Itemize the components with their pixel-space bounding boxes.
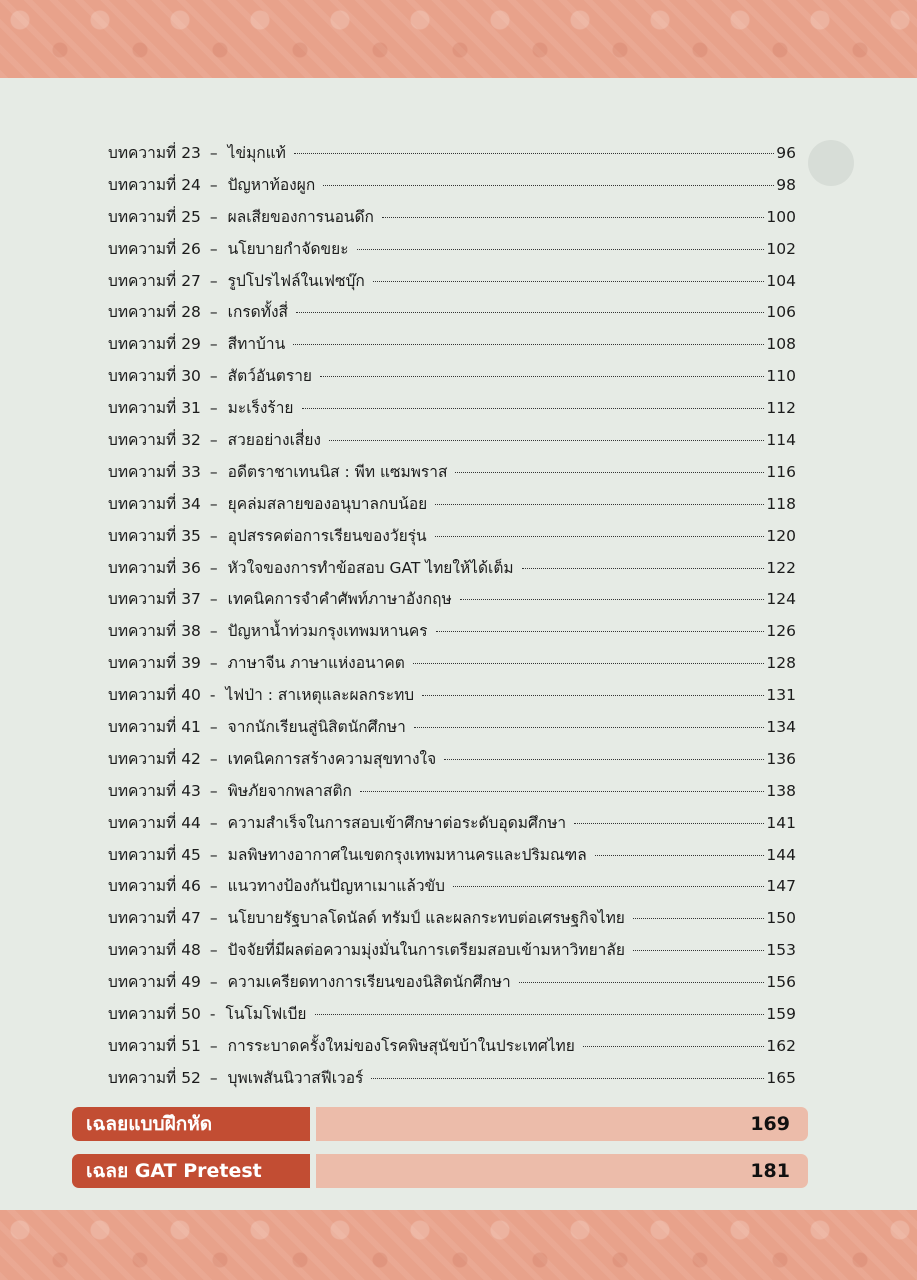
answer-key-gat-pretest-row[interactable] — [72, 1154, 808, 1188]
dot-leader — [583, 1046, 765, 1047]
toc-entry-title: การระบาดครั้งใหม่ของโรคพิษสุนัขบ้าในประเทศไทย — [227, 1036, 575, 1055]
toc-entry-separator: – — [209, 494, 218, 513]
toc-entry-number: บทความที่ 33 — [108, 462, 201, 481]
toc-entry[interactable] — [108, 491, 796, 523]
answer-key-exercises-label: เฉลยแบบฝึกหัด — [72, 1107, 310, 1141]
dot-leader — [302, 408, 765, 409]
toc-entry-separator: – — [209, 718, 218, 737]
toc-entry[interactable] — [108, 236, 796, 268]
toc-entry-separator: – — [209, 590, 218, 609]
dot-leader — [293, 344, 764, 345]
toc-entry[interactable] — [108, 873, 796, 905]
toc-entry[interactable] — [108, 905, 796, 937]
toc-entry-title: ความสำเร็จในการสอบเข้าศึกษาต่อระดับอุดมศึกษา — [227, 813, 567, 832]
toc-entry[interactable] — [108, 969, 796, 1001]
toc-entry-title: รูปโปรไฟล์ในเฟซบุ๊ก — [227, 271, 365, 290]
toc-entry[interactable] — [108, 682, 796, 714]
toc-entry-number: บทความที่ 36 — [108, 558, 201, 577]
dot-leader — [296, 312, 764, 313]
toc-entry-separator: – — [209, 462, 218, 481]
toc-entry-number: บทความที่ 43 — [108, 781, 201, 800]
toc-entry-title: จากนักเรียนสู่นิสิตนักศึกษา — [227, 718, 406, 737]
toc-entry[interactable] — [108, 1033, 796, 1065]
toc-entry-page: 120 — [766, 526, 796, 545]
answer-key-gat-pretest-label: เฉลย GAT Pretest — [72, 1154, 310, 1188]
dot-leader — [435, 504, 764, 505]
toc-entry[interactable] — [108, 714, 796, 746]
toc-entry-title: อดีตราชาเทนนิส : พีท แซมพราส — [227, 462, 448, 481]
toc-entry-number: บทความที่ 29 — [108, 335, 201, 354]
toc-entry-separator: – — [209, 909, 218, 928]
toc-entry-number: บทความที่ 35 — [108, 526, 201, 545]
dot-leader — [574, 823, 764, 824]
toc-entry-page: 128 — [766, 654, 796, 673]
toc-entry-title: เทคนิคการจำคำศัพท์ภาษาอังกฤษ — [227, 590, 452, 609]
toc-entry-title: มะเร็งร้าย — [227, 399, 294, 418]
dot-leader — [519, 982, 765, 983]
toc-entry[interactable] — [108, 778, 796, 810]
toc-entry[interactable] — [108, 810, 796, 842]
toc-entry-title: ผลเสียของการนอนดึก — [227, 207, 374, 226]
dot-leader — [320, 376, 764, 377]
toc-entry[interactable] — [108, 1001, 796, 1033]
toc-entry-title: ภาษาจีน ภาษาแห่งอนาคต — [227, 654, 405, 673]
toc-entry-number: บทความที่ 31 — [108, 399, 201, 418]
dot-leader — [522, 568, 765, 569]
dot-leader — [444, 759, 764, 760]
show-through-circle — [808, 140, 854, 186]
toc-entry-page: 159 — [766, 1005, 796, 1024]
toc-entry-page: 112 — [766, 399, 796, 418]
answer-key-exercises-row[interactable] — [72, 1107, 808, 1141]
toc-entry-title: เกรดทั้งสี่ — [227, 303, 288, 322]
toc-entry-separator: – — [209, 781, 218, 800]
toc-entry[interactable] — [108, 618, 796, 650]
dot-leader — [323, 185, 774, 186]
toc-entry-number: บทความที่ 25 — [108, 207, 201, 226]
toc-entry-page: 102 — [766, 239, 796, 258]
toc-entry-separator: – — [209, 431, 218, 450]
toc-entry-page: 118 — [766, 494, 796, 513]
toc-entry-number: บทความที่ 47 — [108, 909, 201, 928]
dot-leader — [633, 950, 764, 951]
toc-entry-separator: – — [209, 335, 218, 354]
toc-entry-number: บทความที่ 30 — [108, 367, 201, 386]
dot-leader — [460, 599, 765, 600]
toc-entry-title: นโยบายกำจัดขยะ — [227, 239, 349, 258]
toc-entry[interactable] — [108, 555, 796, 587]
toc-entry[interactable] — [108, 204, 796, 236]
toc-entry-page: 100 — [766, 207, 796, 226]
toc-entry-title: ปัญหาน้ำท่วมกรุงเทพมหานคร — [227, 622, 428, 641]
toc-entry-page: 136 — [766, 749, 796, 768]
toc-entry-separator: – — [209, 175, 218, 194]
toc-entry-number: บทความที่ 32 — [108, 431, 201, 450]
toc-entry-title: มลพิษทางอากาศในเขตกรุงเทพมหานครและปริมณฑล — [227, 845, 587, 864]
dot-leader — [455, 472, 764, 473]
toc-entry[interactable] — [108, 1065, 796, 1097]
toc-entry-page: 126 — [766, 622, 796, 641]
toc-entry-separator: – — [209, 813, 218, 832]
toc-entry-number: บทความที่ 28 — [108, 303, 201, 322]
toc-entry[interactable] — [108, 268, 796, 300]
toc-entry-title: สีทาบ้าน — [227, 335, 286, 354]
dot-leader — [453, 886, 764, 887]
toc-entry-number: บทความที่ 34 — [108, 494, 201, 513]
toc-entry-number: บทความที่ 40 — [108, 686, 201, 705]
toc-entry-number: บทความที่ 50 — [108, 1005, 201, 1024]
toc-entry-title: สวยอย่างเสี่ยง — [227, 431, 321, 450]
dot-leader — [414, 727, 765, 728]
toc-entry[interactable] — [108, 427, 796, 459]
toc-entry-page: 131 — [766, 686, 796, 705]
toc-entry[interactable] — [108, 459, 796, 491]
toc-entry[interactable] — [108, 523, 796, 555]
dot-leader — [595, 855, 765, 856]
toc-entry-page: 114 — [766, 431, 796, 450]
toc-entry-separator: – — [209, 367, 218, 386]
toc-entry-page: 122 — [766, 558, 796, 577]
dot-leader — [373, 281, 765, 282]
toc-entry-number: บทความที่ 45 — [108, 845, 201, 864]
toc-entry-separator: – — [209, 526, 218, 545]
toc-entry-page: 106 — [766, 303, 796, 322]
toc-entry-separator: - — [209, 1005, 216, 1024]
toc-entry-title: ปัญหาท้องผูก — [227, 175, 316, 194]
dot-leader — [360, 791, 764, 792]
decorative-bottom-band — [0, 1210, 917, 1280]
toc-entry-separator: – — [209, 271, 218, 290]
dot-leader — [357, 249, 765, 250]
toc-entry-title: เทคนิคการสร้างความสุขทางใจ — [227, 749, 437, 768]
toc-entry[interactable] — [108, 586, 796, 618]
toc-entry-separator: – — [209, 654, 218, 673]
dot-leader — [294, 153, 774, 154]
toc-entry-page: 108 — [766, 335, 796, 354]
toc-entry-number: บทความที่ 37 — [108, 590, 201, 609]
toc-entry[interactable] — [108, 842, 796, 874]
toc-entry-number: บทความที่ 51 — [108, 1036, 201, 1055]
toc-entry-title: ไฟป่า : สาเหตุและผลกระทบ — [225, 686, 415, 705]
toc-entry-page: 124 — [766, 590, 796, 609]
toc-entry[interactable] — [108, 395, 796, 427]
dot-leader — [422, 695, 764, 696]
toc-entry-page: 96 — [776, 144, 796, 162]
toc-entry-title: นโยบายรัฐบาลโดนัลด์ ทรัมป์ และผลกระทบต่อเศรษฐกิจไทย — [227, 909, 625, 928]
toc-entry[interactable] — [108, 140, 796, 172]
toc-entry-title: โนโมโฟเบีย — [225, 1005, 307, 1024]
toc-entry-separator: – — [209, 749, 218, 768]
dot-leader — [436, 631, 765, 632]
toc-entry-page: 147 — [766, 877, 796, 896]
toc-entry-separator: – — [209, 877, 218, 896]
toc-entry-page: 165 — [766, 1068, 796, 1087]
toc-entry-separator: – — [209, 239, 218, 258]
toc-entry-page: 156 — [766, 973, 796, 992]
toc-entry[interactable] — [108, 299, 796, 331]
decorative-top-band — [0, 0, 917, 78]
toc-entry-separator: – — [209, 622, 218, 641]
toc-entry-title: อุปสรรคต่อการเรียนของวัยรุ่น — [227, 526, 427, 545]
toc-entry-page: 141 — [766, 813, 796, 832]
answer-key-gat-pretest-page: 181 — [316, 1154, 808, 1188]
toc-entry-number: บทความที่ 42 — [108, 749, 201, 768]
toc-entry-title: สัตว์อันตราย — [227, 367, 312, 386]
toc-entry-page: 150 — [766, 909, 796, 928]
toc-entry-number: บทความที่ 23 — [108, 144, 201, 162]
toc-entry[interactable] — [108, 172, 796, 204]
toc-entry-separator: – — [209, 973, 218, 992]
toc-entry-separator: – — [209, 144, 218, 162]
toc-entry-number: บทความที่ 38 — [108, 622, 201, 641]
toc-entry-number: บทความที่ 44 — [108, 813, 201, 832]
toc-entry-title: ปัจจัยที่มีผลต่อความมุ่งมั่นในการเตรียมสอบเข้ามหาวิทยาลัย — [227, 941, 625, 960]
toc-entry-separator: – — [209, 845, 218, 864]
dot-leader — [413, 663, 765, 664]
toc-entry-page: 98 — [776, 175, 796, 194]
dot-leader — [382, 217, 764, 218]
toc-entry-separator: - — [209, 686, 216, 705]
toc-entry-page: 134 — [766, 718, 796, 737]
toc-entry[interactable] — [108, 331, 796, 363]
dot-leader — [329, 440, 764, 441]
toc-entry-separator: – — [209, 207, 218, 226]
dot-leader — [435, 536, 765, 537]
toc-entry-number: บทความที่ 39 — [108, 654, 201, 673]
toc-entry-number: บทความที่ 27 — [108, 271, 201, 290]
dot-leader — [371, 1078, 764, 1079]
table-of-contents — [108, 140, 796, 1097]
toc-entry-page: 138 — [766, 781, 796, 800]
toc-entry-separator: – — [209, 1036, 218, 1055]
toc-entry-title: พิษภัยจากพลาสติก — [227, 781, 352, 800]
toc-entry-separator: – — [209, 399, 218, 418]
toc-entry-number: บทความที่ 49 — [108, 973, 201, 992]
toc-entry-page: 110 — [766, 367, 796, 386]
toc-entry-number: บทความที่ 46 — [108, 877, 201, 896]
toc-entry-title: ไข่มุกแท้ — [227, 144, 286, 162]
toc-entry-separator: – — [209, 941, 218, 960]
toc-entry-page: 116 — [766, 462, 796, 481]
toc-entry-number: บทความที่ 41 — [108, 718, 201, 737]
toc-entry-separator: – — [209, 558, 218, 577]
dot-leader — [315, 1014, 765, 1015]
toc-entry-number: บทความที่ 48 — [108, 941, 201, 960]
toc-entry-page: 162 — [766, 1036, 796, 1055]
toc-entry[interactable] — [108, 650, 796, 682]
dot-leader — [633, 918, 765, 919]
toc-entry[interactable] — [108, 363, 796, 395]
toc-entry-separator: – — [209, 1068, 218, 1087]
toc-entry[interactable] — [108, 937, 796, 969]
toc-entry-page: 144 — [766, 845, 796, 864]
toc-entry-number: บทความที่ 52 — [108, 1068, 201, 1087]
toc-entry-page: 104 — [766, 271, 796, 290]
toc-entry-separator: – — [209, 303, 218, 322]
toc-entry-title: ความเครียดทางการเรียนของนิสิตนักศึกษา — [227, 973, 511, 992]
toc-entry[interactable] — [108, 746, 796, 778]
toc-entry-number: บทความที่ 24 — [108, 175, 201, 194]
toc-entry-title: บุพเพสันนิวาสฟีเวอร์ — [227, 1068, 364, 1087]
toc-entry-page: 153 — [766, 941, 796, 960]
toc-entry-title: ยุคล่มสลายของอนุบาลกบน้อย — [227, 494, 428, 513]
answer-key-exercises-page: 169 — [316, 1107, 808, 1141]
toc-entry-number: บทความที่ 26 — [108, 239, 201, 258]
toc-entry-title: หัวใจของการทำข้อสอบ GAT ไทยให้ได้เต็ม — [227, 558, 514, 577]
toc-entry-title: แนวทางป้องกันปัญหาเมาแล้วขับ — [227, 877, 445, 896]
